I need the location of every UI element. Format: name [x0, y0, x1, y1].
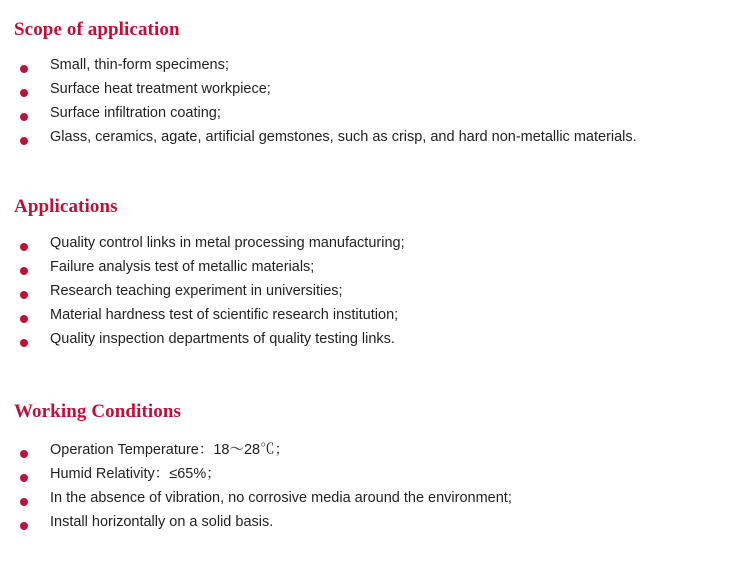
list-item	[12, 58, 738, 82]
list-item	[12, 82, 738, 106]
list-item	[12, 515, 738, 539]
bullet-dot-icon	[20, 243, 28, 251]
section-title-working-conditions: Working Conditions	[14, 401, 182, 423]
list-item	[12, 332, 738, 356]
section-applications	[12, 195, 738, 357]
list-item-text: Failure analysis test of metallic materials;	[50, 259, 315, 276]
list-item-text: Material hardness test of scientific research institution;	[50, 307, 399, 324]
list-item-text: Quality inspection departments of quality testing links.	[50, 331, 395, 348]
bullet-dot-icon	[20, 522, 28, 530]
bullet-list-scope	[12, 58, 738, 154]
bullet-dot-icon	[20, 291, 28, 299]
list-item-text: Quality control links in metal processing manufacturing;	[50, 235, 405, 252]
bullet-dot-icon	[20, 450, 28, 458]
list-item-text: Install horizontally on a solid basis.	[50, 514, 274, 531]
bullet-dot-icon	[20, 315, 28, 323]
list-item	[12, 260, 738, 284]
list-item-text: Surface infiltration coating;	[50, 104, 221, 121]
list-item	[12, 308, 738, 332]
list-item-text: Research teaching experiment in universities;	[50, 283, 343, 300]
bullet-dot-icon	[20, 498, 28, 506]
list-item	[12, 130, 738, 154]
list-item-text: Glass, ceramics, agate, artificial gemstones, such as crisp, and hard non-metallic materials.	[50, 128, 637, 145]
bullet-dot-icon	[20, 89, 28, 97]
bullet-list-working-conditions	[12, 443, 738, 539]
list-item-text: Humid Relativity：≤65%；	[50, 466, 221, 483]
list-item	[12, 236, 738, 260]
bullet-list-applications	[12, 236, 738, 356]
bullet-dot-icon	[20, 137, 28, 145]
list-item	[12, 491, 738, 515]
list-item	[12, 284, 738, 308]
list-item-text: Operation Temperature：18～28℃；	[50, 442, 290, 459]
bullet-dot-icon	[20, 267, 28, 275]
list-item	[12, 467, 738, 491]
bullet-dot-icon	[20, 474, 28, 482]
section-title-applications: Applications	[14, 195, 118, 217]
bullet-dot-icon	[20, 65, 28, 73]
list-item	[12, 443, 738, 467]
list-item-text: In the absence of vibration, no corrosive media around the environment;	[50, 490, 512, 507]
list-item-text: Small, thin-form specimens;	[50, 56, 229, 73]
list-item	[12, 106, 738, 130]
section-scope-of-application	[12, 18, 738, 154]
list-item-text: Surface heat treatment workpiece;	[50, 80, 271, 97]
bullet-dot-icon	[20, 339, 28, 347]
section-title-scope: Scope of application	[14, 19, 180, 40]
section-working-conditions	[12, 400, 738, 539]
bullet-dot-icon	[20, 113, 28, 121]
